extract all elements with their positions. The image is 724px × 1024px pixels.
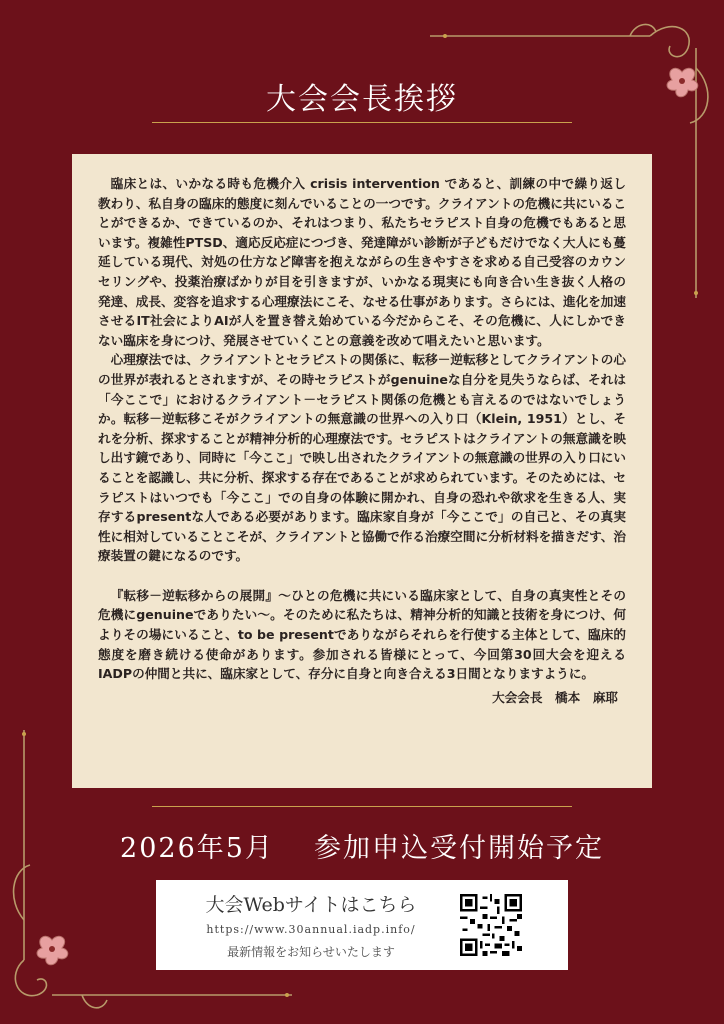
- website-note: 最新情報をお知らせいたします: [227, 945, 395, 959]
- announcement: [0, 826, 724, 865]
- announcement-text: 参加申込受付開始予定: [313, 833, 604, 864]
- announcement-date: 2026年5月: [120, 833, 274, 864]
- qr-code-icon[interactable]: [460, 894, 522, 956]
- bottom-divider: [152, 806, 572, 807]
- website-box[interactable]: [156, 880, 568, 970]
- page-title: 大会会長挨拶: [266, 82, 458, 117]
- website-url[interactable]: https://www.30annual.iadp.info/: [206, 923, 416, 936]
- title-divider: [152, 122, 572, 123]
- greeting-panel: [72, 154, 652, 788]
- website-title: 大会Webサイトはこちら: [205, 894, 417, 916]
- greeting-paragraph: 心理療法では、クライアントとセラピストの関係に、転移－逆転移としてクライアントの心の世界が表れるとされますが、その時セラピストがgenuineな自分を見失うならば、それは「今ここで」におけるクライアント－セラピスト関係の危機とも言えるのではないでしょうか。転移－逆転移こそがクライアントの無意識の世界への入り口（Klein, 1951）とし、それを分析、探求することが精神分析的心理療法です。セラピストはクライアントの無意識を映し出す鏡であり、同時に「今ここ」で映し出されたクライアントの無意識の世界の入り口にいることを認識し、共に分析、探求する存在であることが求められています。そのためには、セラピストはいつでも「今ここ」での自身の体験に開かれ、自身の恐れや欲求を生きる人、実存するpresentな人である必要があります。臨床家自身が「今ここで」の自己と、その真実性に相対していることこそが、クライアントと協働で作る治療空間に分析材料を描きだす、治療装置の鍵になるのです。: [98, 352, 626, 564]
- greeting-paragraph: 『転移－逆転移からの展開』～ひとの危機に共にいる臨床家として、自身の真実性とその危機にgenuineでありたい～。そのために私たちは、精神分析的知識と技術を身につけ、何よりその場にいること、to be presentでありながらそれらを行使する主体として、臨床的態度を磨き続ける使命があります。参加される皆様にとって、今回第30回大会を迎えるIADPの仲間と共に、臨床家として、存分に自身と向き合える3日間となりますように。: [98, 587, 626, 682]
- greeting-paragraph: 臨床とは、いかなる時も危機介入 crisis intervention であると、訓練の中で繰り返し教わり、私自身の臨床的態度に刻んでいることの一つです。クライアントの危機に共にいることができるか、できているのか、それはつまり、私たちセラピスト自身の危機でもあると思います。複雑性PTSD、適応反応症につづき、発達障がい診断が子どもだけでなく大人にも蔓延している現代、対処の仕方など障害を抱えながらの生きやすさを求める自己受容のカウンセリングや、投薬治療ばかりが目を引きますが、いかなる現実にも向き合い生き抜く人格の発達、成長、変容を追求する心理療法にこそ、なせる仕事があります。さらには、進化を加速させるIT社会によりAIが人を置き替え始めている今だからこそ、その危機に、人にしかできない臨床を身につけ、発展させていくことの意義を改めて唱えたいと思います。: [98, 176, 627, 348]
- signature: 大会会長 橋本 麻耶: [492, 689, 618, 705]
